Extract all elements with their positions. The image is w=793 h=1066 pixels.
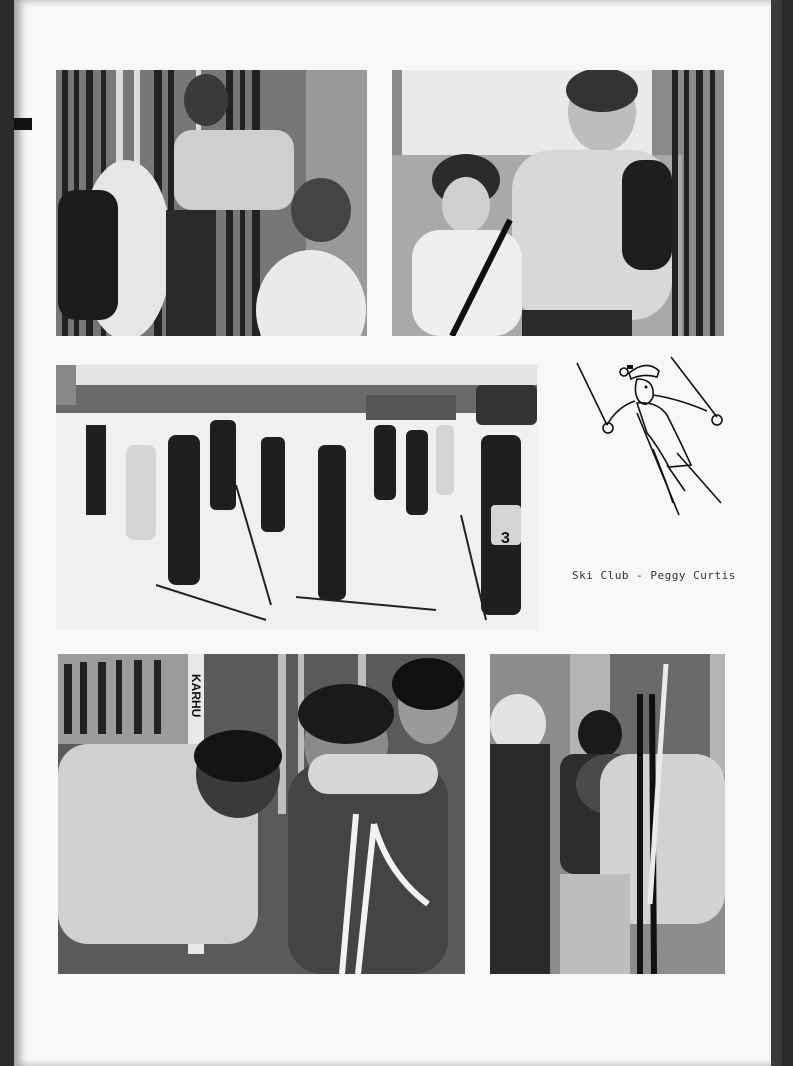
photo-caption: Ski Club - Peggy Curtis [572, 569, 736, 582]
photo-ski-rental-top-left [56, 70, 367, 336]
ski-brand-label: KARHU [189, 674, 203, 718]
page-edge [771, 0, 782, 1066]
bib-number: 3 [501, 530, 510, 547]
photo-fitting-skis [490, 654, 725, 974]
binding-mark [14, 118, 32, 130]
photo-instructor-and-child [392, 70, 724, 336]
photo-ski-lesson-group [56, 365, 537, 630]
cartoon-skier-illustration [567, 353, 737, 528]
photo-students-with-ski-poles [58, 654, 465, 974]
yearbook-page [14, 0, 782, 1066]
